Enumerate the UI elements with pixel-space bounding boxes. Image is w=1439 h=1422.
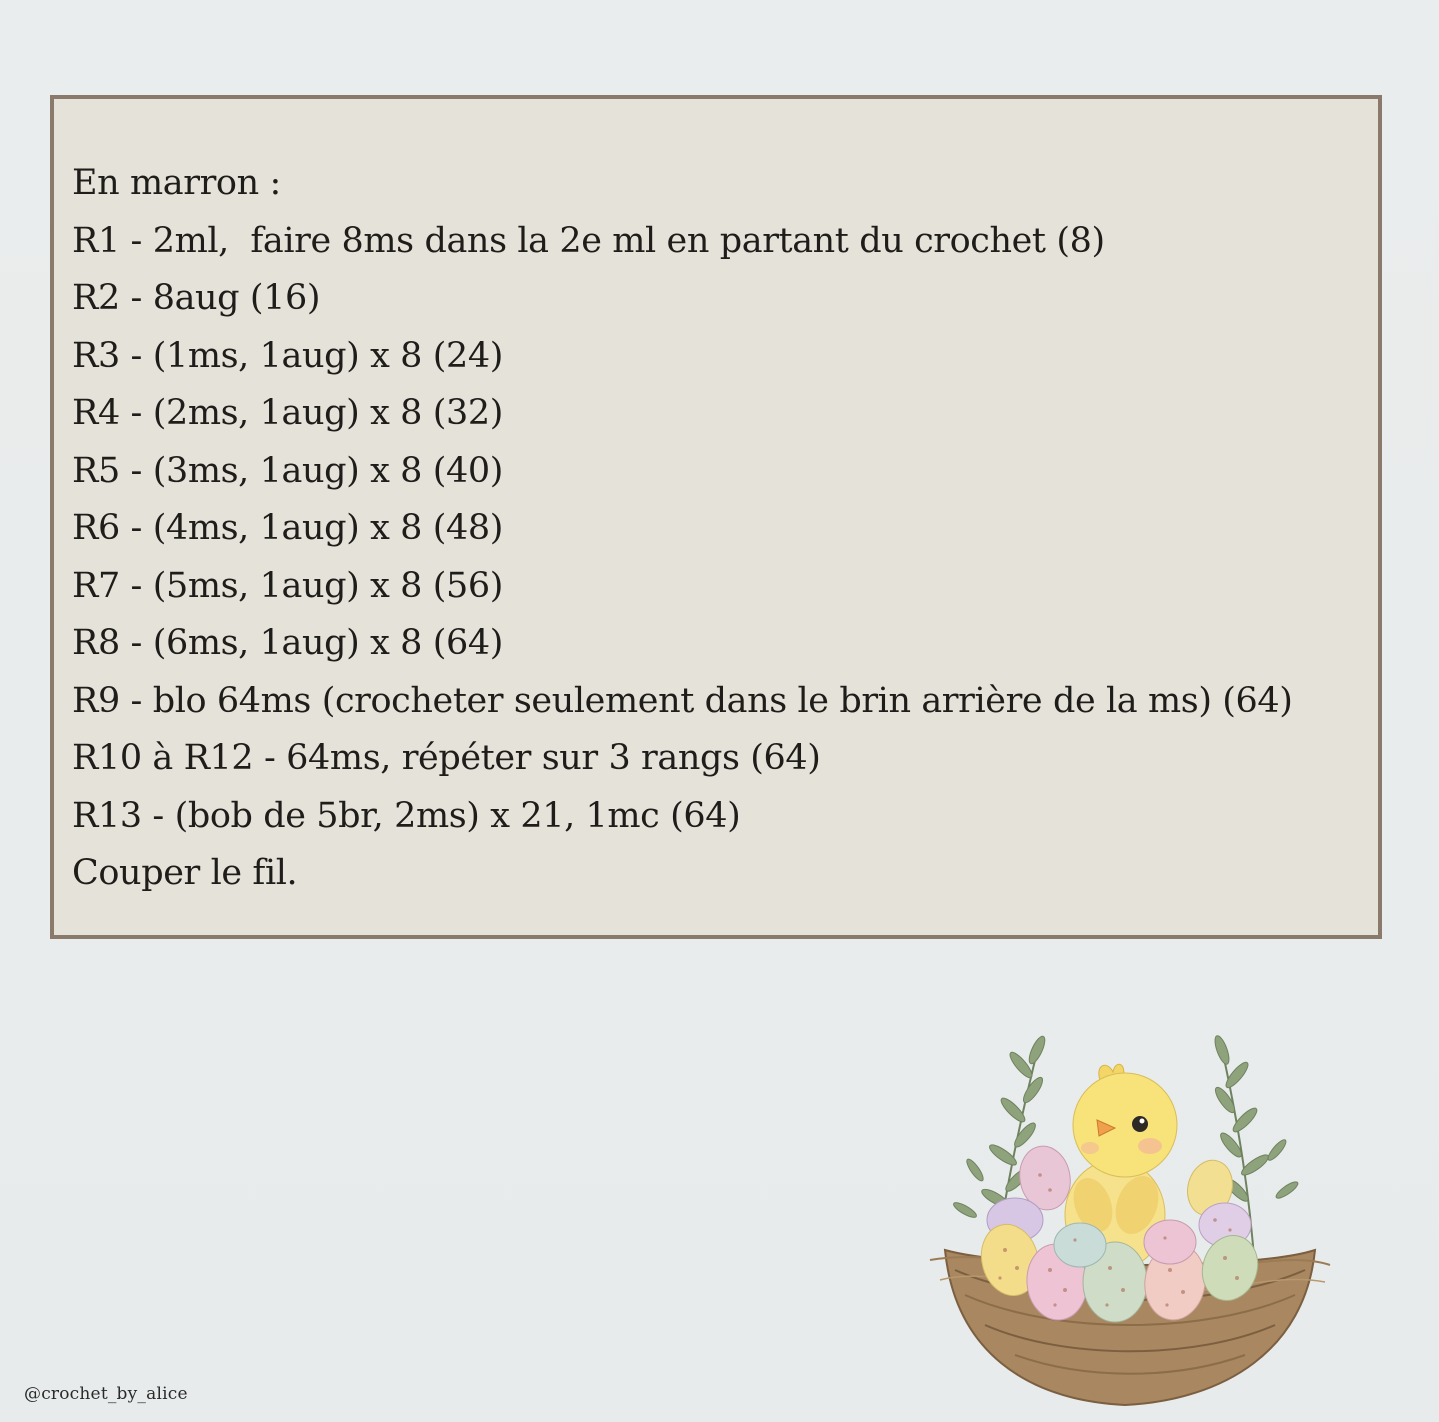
pattern-line-r1: R1 - 2ml, faire 8ms dans la 2e ml en partant du crochet (8) [72, 220, 1105, 261]
pattern-card [50, 95, 1382, 939]
pattern-line-color: En marron : [72, 163, 281, 203]
pattern-line-r8: R8 - (6ms, 1aug) x 8 (64) [72, 623, 503, 663]
credit-handle: @crochet_by_alice [24, 1384, 188, 1404]
pattern-line-r4: R4 - (2ms, 1aug) x 8 (32) [72, 393, 503, 433]
pattern-line-r7: R7 - (5ms, 1aug) x 8 (56) [72, 565, 503, 606]
pattern-line-r10-r12: R10 à R12 - 64ms, répéter sur 3 rangs (64) [72, 738, 821, 778]
chick-in-easter-egg-nest-icon [925, 1020, 1335, 1420]
pattern-line-finish: Couper le fil. [72, 853, 298, 893]
pattern-line-r6: R6 - (4ms, 1aug) x 8 (48) [72, 508, 503, 548]
pattern-line-r5: R5 - (3ms, 1aug) x 8 (40) [72, 450, 503, 491]
pattern-line-r13: R13 - (bob de 5br, 2ms) x 21, 1mc (64) [72, 795, 741, 836]
pattern-line-r9: R9 - blo 64ms (crocheter seulement dans le brin arrière de la ms) (64) [72, 680, 1293, 721]
pattern-line-r2: R2 - 8aug (16) [72, 278, 321, 318]
pattern-line-r3: R3 - (1ms, 1aug) x 8 (24) [72, 335, 503, 376]
pattern-instructions [72, 155, 1293, 903]
